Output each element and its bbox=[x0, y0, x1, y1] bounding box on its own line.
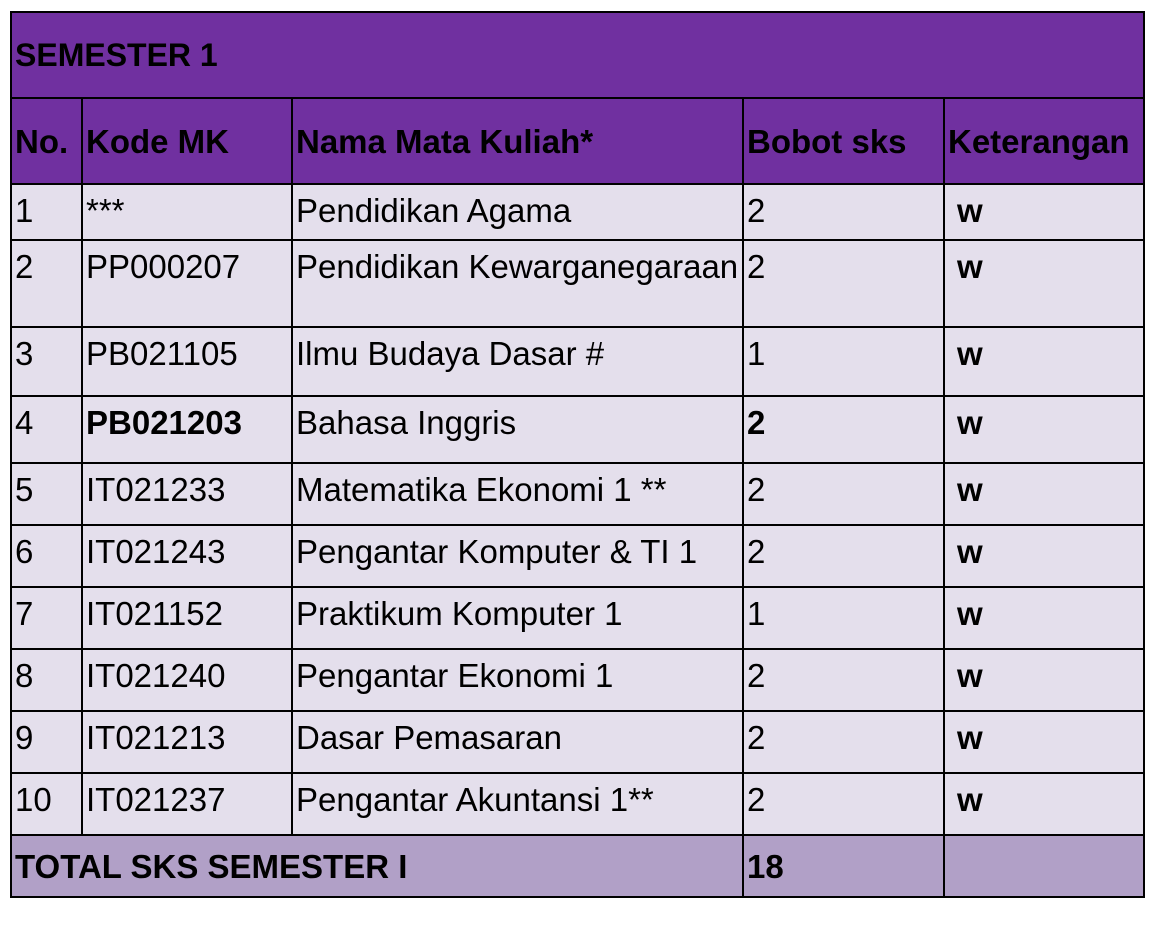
cell-keterangan: w bbox=[944, 240, 1144, 327]
cell-bobot: 2 bbox=[743, 184, 944, 240]
header-keterangan: Keterangan bbox=[944, 98, 1144, 184]
cell-bobot: 2 bbox=[743, 396, 944, 463]
cell-nama: Pendidikan Agama bbox=[292, 184, 743, 240]
semester-title: SEMESTER 1 bbox=[11, 12, 1144, 98]
cell-keterangan: w bbox=[944, 649, 1144, 711]
cell-no: 6 bbox=[11, 525, 82, 587]
semester-table bbox=[10, 11, 1145, 898]
table-row bbox=[11, 327, 1144, 396]
cell-keterangan: w bbox=[944, 587, 1144, 649]
table-row bbox=[11, 525, 1144, 587]
cell-no: 9 bbox=[11, 711, 82, 773]
column-header-row bbox=[11, 98, 1144, 184]
table-row bbox=[11, 711, 1144, 773]
header-nama: Nama Mata Kuliah* bbox=[292, 98, 743, 184]
cell-keterangan: w bbox=[944, 525, 1144, 587]
cell-no: 8 bbox=[11, 649, 82, 711]
table-row bbox=[11, 240, 1144, 327]
cell-keterangan: w bbox=[944, 711, 1144, 773]
cell-keterangan: w bbox=[944, 463, 1144, 525]
header-no: No. bbox=[11, 98, 82, 184]
table-row bbox=[11, 773, 1144, 835]
cell-keterangan: w bbox=[944, 327, 1144, 396]
total-label: TOTAL SKS SEMESTER I bbox=[11, 835, 743, 897]
cell-keterangan: w bbox=[944, 184, 1144, 240]
cell-no: 4 bbox=[11, 396, 82, 463]
cell-no: 2 bbox=[11, 240, 82, 327]
cell-kode: *** bbox=[82, 184, 292, 240]
cell-kode: IT021152 bbox=[82, 587, 292, 649]
cell-kode: IT021243 bbox=[82, 525, 292, 587]
cell-kode: PP000207 bbox=[82, 240, 292, 327]
total-value: 18 bbox=[743, 835, 944, 897]
table-row bbox=[11, 463, 1144, 525]
cell-kode: IT021240 bbox=[82, 649, 292, 711]
cell-kode: PB021203 bbox=[82, 396, 292, 463]
cell-nama: Dasar Pemasaran bbox=[292, 711, 743, 773]
cell-kode: IT021233 bbox=[82, 463, 292, 525]
cell-nama: Bahasa Inggris bbox=[292, 396, 743, 463]
table-row bbox=[11, 184, 1144, 240]
header-kode: Kode MK bbox=[82, 98, 292, 184]
table-row bbox=[11, 396, 1144, 463]
cell-kode: IT021213 bbox=[82, 711, 292, 773]
table-row bbox=[11, 587, 1144, 649]
cell-no: 3 bbox=[11, 327, 82, 396]
cell-keterangan: w bbox=[944, 773, 1144, 835]
cell-nama: Pengantar Akuntansi 1** bbox=[292, 773, 743, 835]
cell-bobot: 2 bbox=[743, 649, 944, 711]
cell-nama: Ilmu Budaya Dasar # bbox=[292, 327, 743, 396]
total-keterangan bbox=[944, 835, 1144, 897]
cell-nama: Matematika Ekonomi 1 ** bbox=[292, 463, 743, 525]
cell-bobot: 2 bbox=[743, 240, 944, 327]
cell-bobot: 2 bbox=[743, 773, 944, 835]
cell-bobot: 1 bbox=[743, 587, 944, 649]
cell-nama: Pengantar Ekonomi 1 bbox=[292, 649, 743, 711]
cell-bobot: 1 bbox=[743, 327, 944, 396]
semester-title-row bbox=[11, 12, 1144, 98]
cell-keterangan: w bbox=[944, 396, 1144, 463]
cell-no: 10 bbox=[11, 773, 82, 835]
cell-kode: IT021237 bbox=[82, 773, 292, 835]
cell-kode: PB021105 bbox=[82, 327, 292, 396]
cell-no: 1 bbox=[11, 184, 82, 240]
cell-bobot: 2 bbox=[743, 711, 944, 773]
cell-nama: Pendidikan Kewarganegaraan bbox=[292, 240, 743, 327]
total-row bbox=[11, 835, 1144, 897]
header-bobot: Bobot sks bbox=[743, 98, 944, 184]
cell-no: 5 bbox=[11, 463, 82, 525]
cell-bobot: 2 bbox=[743, 463, 944, 525]
cell-bobot: 2 bbox=[743, 525, 944, 587]
cell-no: 7 bbox=[11, 587, 82, 649]
cell-nama: Pengantar Komputer & TI 1 bbox=[292, 525, 743, 587]
cell-nama: Praktikum Komputer 1 bbox=[292, 587, 743, 649]
semester-table-container bbox=[10, 11, 1143, 898]
table-row bbox=[11, 649, 1144, 711]
